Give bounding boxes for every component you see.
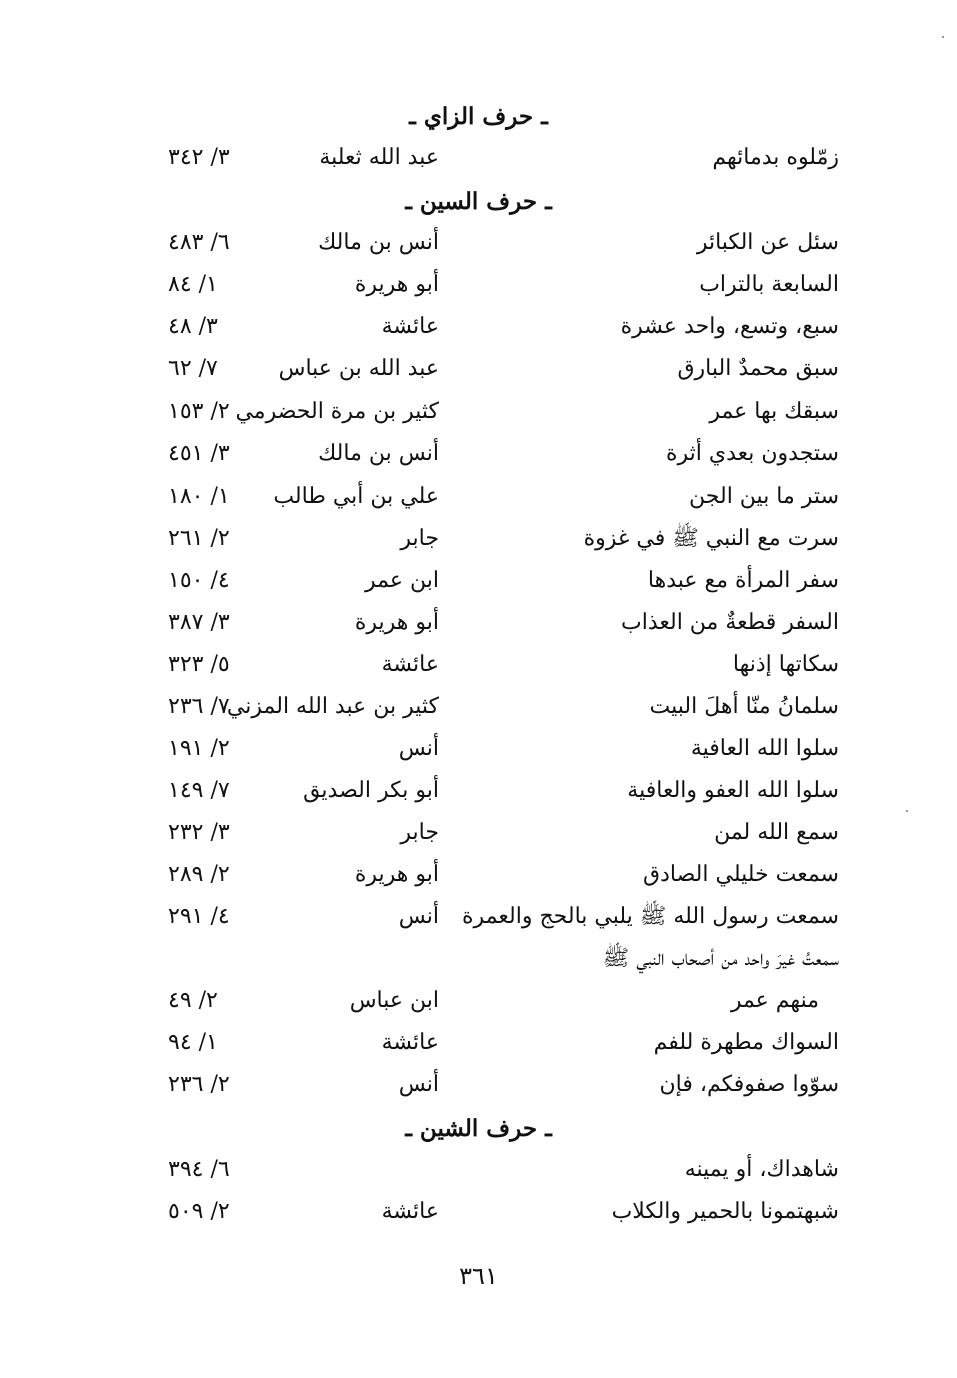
volume-page-ref: ٣/ ٤٨ bbox=[168, 314, 218, 339]
hadith-text: سفر المرأة مع عبدها bbox=[647, 568, 839, 593]
narrator: عائشة bbox=[381, 652, 439, 677]
narrator: كثير بن مرة الحضرمي bbox=[235, 399, 439, 424]
hadith-text: سمعت خليلي الصادق bbox=[643, 862, 839, 887]
volume-page-ref: ٧/ ١٤٩ bbox=[168, 778, 230, 803]
narrator: أبو هريرة bbox=[354, 862, 439, 887]
narrator: جابر bbox=[400, 526, 439, 551]
volume-page-ref: ٧/ ٦٢ bbox=[168, 356, 218, 381]
narrator: علي بن أبي طالب bbox=[273, 484, 439, 509]
narrator: أبو هريرة bbox=[354, 610, 439, 635]
list-item bbox=[0, 1195, 957, 1229]
hadith-text: شبهتمونا بالحمير والكلاب bbox=[611, 1199, 839, 1224]
list-item bbox=[0, 606, 957, 640]
volume-page-ref: ٣/ ٢٣٢ bbox=[168, 820, 230, 845]
narrator: ابن عمر bbox=[365, 568, 439, 593]
list-item bbox=[0, 732, 957, 766]
narrator: جابر bbox=[400, 820, 439, 845]
narrator: كثير بن عبد الله المزني bbox=[226, 694, 439, 719]
volume-page-ref: ٧/ ٢٣٦ bbox=[168, 694, 230, 719]
hadith-text: سبع، وتسع، واحد عشرة bbox=[620, 314, 839, 339]
list-item bbox=[0, 900, 957, 934]
hadith-text: السابعة بالتراب bbox=[699, 272, 839, 297]
narrator: أنس بن مالك bbox=[318, 230, 439, 255]
list-item bbox=[0, 564, 957, 598]
narrator: أبو بكر الصديق bbox=[303, 778, 439, 803]
list-item bbox=[0, 352, 957, 386]
narrator: أنس bbox=[398, 904, 439, 929]
narrator: عائشة bbox=[381, 1199, 439, 1224]
volume-page-ref: ١/ ٩٤ bbox=[168, 1030, 218, 1055]
hadith-text: سمعت رسول الله ﷺ يلبي بالحج والعمرة bbox=[462, 904, 839, 929]
hadith-text: سبق محمدٌ البارق bbox=[677, 356, 839, 381]
volume-page-ref: ٢/ ٢٣٦ bbox=[168, 1072, 230, 1097]
list-item bbox=[0, 480, 957, 514]
narrator: أنس bbox=[398, 736, 439, 761]
volume-page-ref: ٢/ ٢٨٩ bbox=[168, 862, 230, 887]
hadith-text: سمعتُ غيرَ واحد من أصحاب النبي ﷺ bbox=[602, 946, 839, 971]
list-item bbox=[0, 942, 957, 976]
list-item bbox=[0, 522, 957, 556]
hadith-text: السواك مطهرة للفم bbox=[653, 1030, 839, 1055]
hadith-text: شاهداك، أو يمينه bbox=[684, 1157, 839, 1182]
narrator: عبد الله ثعلبة bbox=[319, 145, 439, 170]
volume-page-ref: ٥/ ٣٢٣ bbox=[168, 652, 230, 677]
section-heading-zay: ـ حرف الزاي ـ bbox=[409, 103, 548, 130]
section-heading-sheen: ـ حرف الشين ـ bbox=[405, 1115, 552, 1142]
narrator: عبد الله بن عباس bbox=[278, 356, 439, 381]
hadith-text: منهم عمر bbox=[730, 988, 819, 1013]
list-item bbox=[0, 395, 957, 429]
hadith-text: زمّلوه بدمائهم bbox=[712, 145, 839, 170]
scan-speck bbox=[942, 36, 944, 38]
hadith-text: ستر ما بين الجن bbox=[689, 484, 839, 509]
list-item bbox=[0, 1068, 957, 1102]
list-item bbox=[0, 984, 957, 1018]
volume-page-ref: ٣/ ٣٤٢ bbox=[168, 145, 230, 170]
volume-page-ref: ٢/ ١٥٣ bbox=[168, 399, 230, 424]
hadith-text: السفر قطعةٌ من العذاب bbox=[621, 610, 839, 635]
list-item bbox=[0, 268, 957, 302]
list-item bbox=[0, 226, 957, 260]
list-item bbox=[0, 774, 957, 808]
hadith-text: سوّوا صفوفكم، فإن bbox=[659, 1072, 839, 1097]
volume-page-ref: ١/ ١٨٠ bbox=[168, 484, 230, 509]
volume-page-ref: ٤/ ٢٩١ bbox=[168, 904, 230, 929]
volume-page-ref: ١/ ٨٤ bbox=[168, 272, 218, 297]
volume-page-ref: ٦/ ٣٩٤ bbox=[168, 1157, 230, 1182]
volume-page-ref: ٣/ ٤٥١ bbox=[168, 441, 230, 466]
volume-page-ref: ٣/ ٣٨٧ bbox=[168, 610, 230, 635]
volume-page-ref: ٦/ ٤٨٣ bbox=[168, 230, 230, 255]
hadith-text: سكاتها إذنها bbox=[732, 652, 839, 677]
list-item bbox=[0, 1153, 957, 1187]
narrator: ابن عباس bbox=[349, 988, 439, 1013]
volume-page-ref: ٢/ ٤٩ bbox=[168, 988, 218, 1013]
list-item bbox=[0, 437, 957, 471]
page-number: ٣٦١ bbox=[459, 1262, 498, 1290]
narrator: عائشة bbox=[381, 314, 439, 339]
list-item bbox=[0, 648, 957, 682]
list-item bbox=[0, 141, 957, 175]
hadith-text: سلمانُ منّا أهلَ البيت bbox=[649, 694, 839, 719]
list-item bbox=[0, 1026, 957, 1060]
narrator: أنس bbox=[398, 1072, 439, 1097]
hadith-text: سئل عن الكبائر bbox=[696, 230, 839, 255]
hadith-text: سمع الله لمن bbox=[714, 820, 839, 845]
narrator: عائشة bbox=[381, 1030, 439, 1055]
list-item bbox=[0, 816, 957, 850]
volume-page-ref: ٤/ ١٥٠ bbox=[168, 568, 230, 593]
volume-page-ref: ٢/ ١٩١ bbox=[168, 736, 230, 761]
list-item bbox=[0, 858, 957, 892]
scan-speck bbox=[906, 810, 908, 812]
volume-page-ref: ٢/ ٢٦١ bbox=[168, 526, 230, 551]
hadith-text: سرت مع النبي ﷺ في غزوة bbox=[583, 526, 839, 551]
hadith-text: سلوا الله العفو والعافية bbox=[627, 778, 839, 803]
hadith-text: ستجدون بعدي أثرة bbox=[666, 441, 839, 466]
hadith-text: سبقك بها عمر bbox=[709, 399, 839, 424]
section-heading-seen: ـ حرف السين ـ bbox=[405, 188, 552, 215]
narrator: أنس بن مالك bbox=[318, 441, 439, 466]
hadith-text: سلوا الله العافية bbox=[690, 736, 839, 761]
volume-page-ref: ٢/ ٥٠٩ bbox=[168, 1199, 230, 1224]
list-item bbox=[0, 690, 957, 724]
list-item bbox=[0, 310, 957, 344]
narrator: أبو هريرة bbox=[354, 272, 439, 297]
